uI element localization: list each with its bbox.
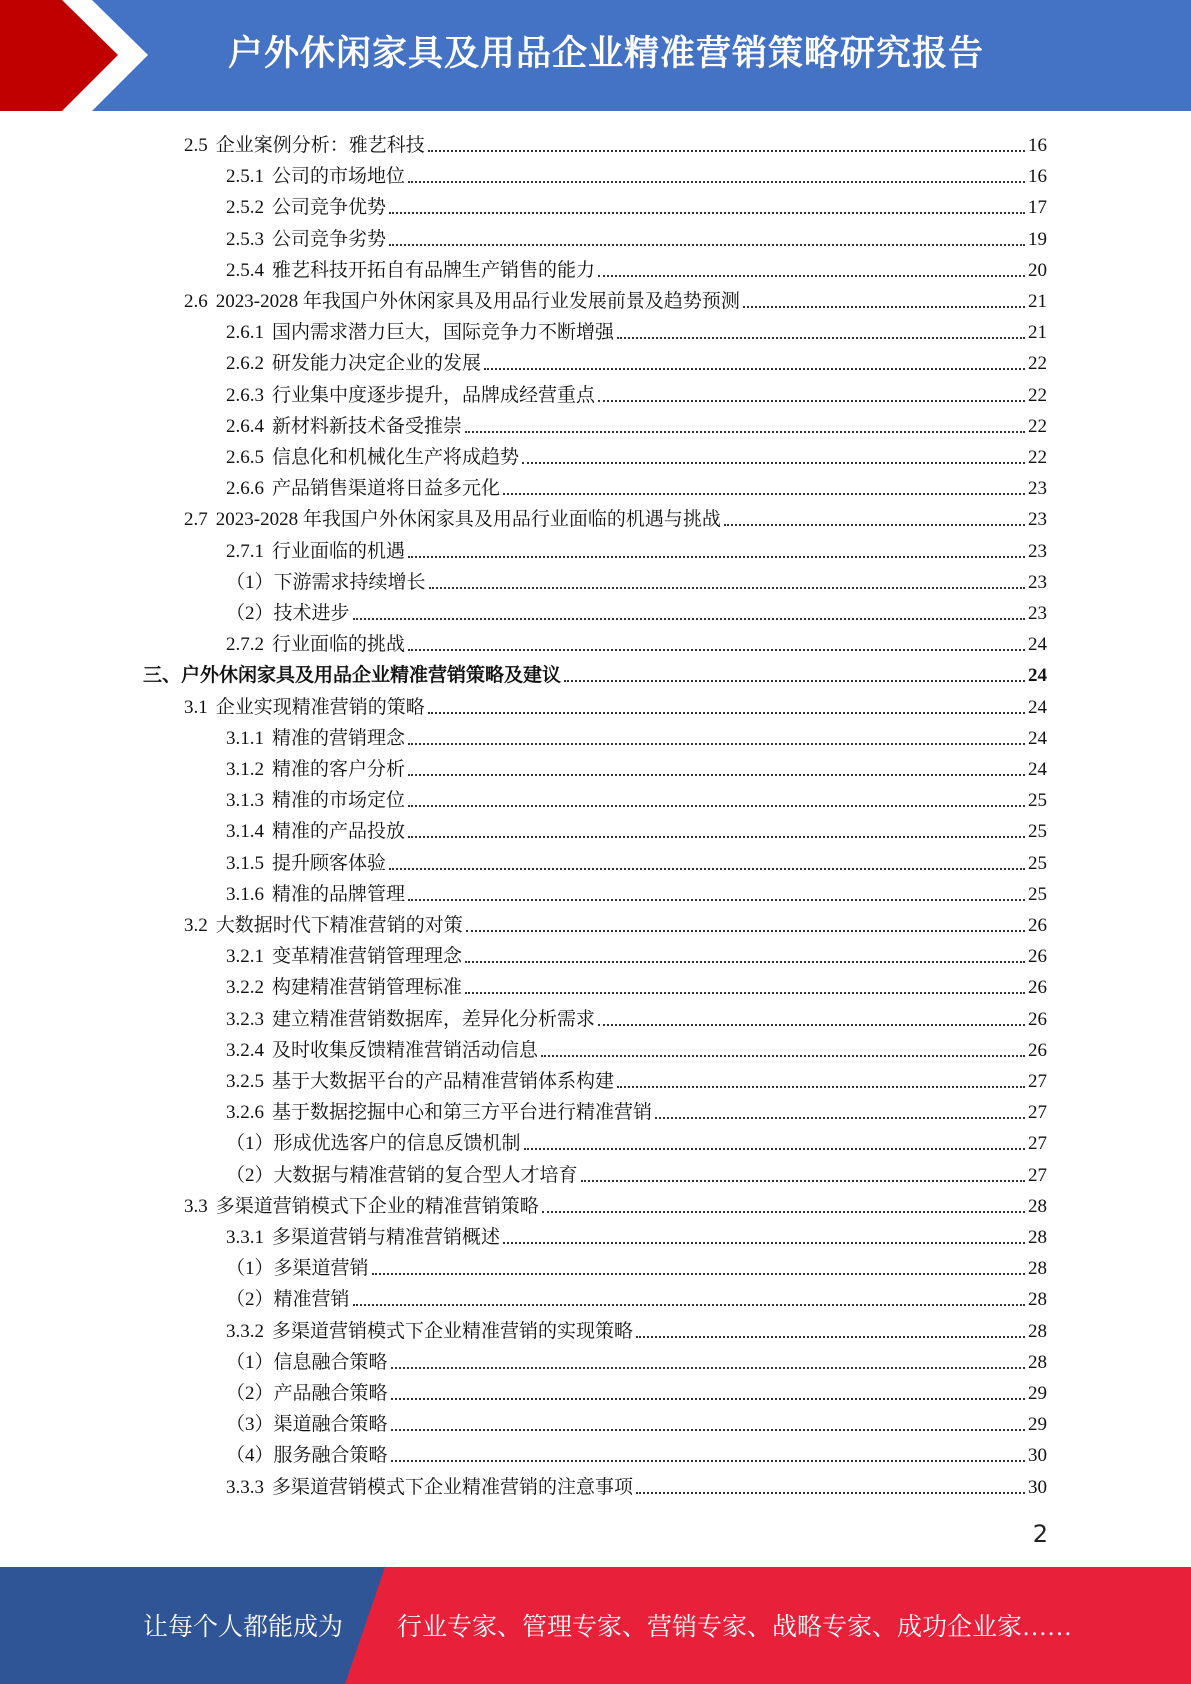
toc-entry-page: 23: [1028, 478, 1047, 499]
toc-entry-number: 2.5.4: [226, 260, 264, 281]
toc-leader-dots: [636, 1336, 1025, 1338]
toc-entry[interactable]: [226, 1469, 1047, 1500]
toc-entry-title: 公司竞争劣势: [272, 229, 387, 250]
toc-entry[interactable]: [184, 907, 1047, 938]
toc-leader-dots: [617, 337, 1025, 339]
toc-leader-dots: [389, 212, 1025, 214]
toc-entry-number: 3.2: [184, 915, 208, 936]
toc-entry-page: 26: [1028, 946, 1047, 967]
toc-entry-page: 30: [1028, 1477, 1047, 1498]
toc-entry-number: 3.1.3: [226, 790, 264, 811]
page-header: [0, 0, 1191, 111]
toc-leader-dots: [372, 1273, 1025, 1275]
toc-entry[interactable]: [226, 720, 1047, 751]
toc-entry-title: （2）大数据与精准营销的复合型人才培育: [226, 1165, 578, 1186]
toc-entry[interactable]: [184, 501, 1047, 532]
toc-entry[interactable]: [184, 1188, 1047, 1219]
toc-entry[interactable]: [226, 1250, 1047, 1281]
toc-entry-title: 变革精准营销管理理念: [272, 946, 463, 967]
toc-entry-title: 企业实现精准营销的策略: [215, 697, 425, 718]
toc-entry-title: 精准的营销理念: [272, 728, 406, 749]
toc-leader-dots: [391, 1429, 1025, 1431]
toc-entry[interactable]: [226, 938, 1047, 969]
toc-leader-dots: [581, 1180, 1025, 1182]
toc-entry-number: 3.3.3: [226, 1477, 264, 1498]
toc-leader-dots: [408, 556, 1025, 558]
toc-entry-page: 25: [1028, 884, 1047, 905]
toc-entry[interactable]: [226, 314, 1047, 345]
toc-entry-page: 25: [1028, 853, 1047, 874]
page-number: 2: [1032, 1520, 1048, 1548]
toc-entry-page: 23: [1028, 541, 1047, 562]
toc-entry-title: 行业集中度逐步提升，品牌成经营重点: [272, 385, 596, 406]
toc-entry-title: 构建精准营销管理标准: [272, 977, 463, 998]
toc-entry-title: 精准的市场定位: [272, 790, 406, 811]
footer-slogan-right: 行业专家、管理专家、营销专家、战略专家、成功企业家……: [397, 1614, 1073, 1641]
toc-entry-number: 3.1: [184, 697, 208, 718]
toc-leader-dots: [564, 680, 1025, 682]
toc-entry-page: 21: [1028, 291, 1047, 312]
toc-entry-page: 23: [1028, 603, 1047, 624]
toc-leader-dots: [598, 275, 1025, 277]
toc-entry-number: 2.6.1: [226, 322, 264, 343]
toc-entry-number: 2.7: [184, 509, 208, 530]
toc-entry[interactable]: [226, 626, 1047, 657]
toc-leader-dots: [524, 1148, 1025, 1150]
toc-entry[interactable]: [226, 1001, 1047, 1032]
toc-entry-page: 24: [1028, 634, 1047, 655]
toc-entry-number: 3.1.4: [226, 821, 264, 842]
toc-entry-page: 26: [1028, 1040, 1047, 1061]
toc-entry-page: 25: [1028, 821, 1047, 842]
toc-entry-page: 27: [1028, 1165, 1047, 1186]
toc-entry[interactable]: [184, 127, 1047, 158]
toc-entry-number: 2.5.3: [226, 229, 264, 250]
toc-entry-number: 2.6: [184, 291, 208, 312]
toc-entry-page: 24: [1028, 728, 1047, 749]
toc-entry-page: 28: [1028, 1196, 1047, 1217]
toc-entry[interactable]: [226, 1375, 1047, 1406]
toc-entry-title: （1）形成优选客户的信息反馈机制: [226, 1133, 521, 1154]
toc-entry-page: 22: [1028, 353, 1047, 374]
toc-entry[interactable]: [226, 377, 1047, 408]
toc-entry-title: 行业面临的机遇: [272, 541, 406, 562]
toc-entry[interactable]: [226, 189, 1047, 220]
toc-entry-title: 多渠道营销与精准营销概述: [272, 1227, 501, 1248]
toc-entry-title: 新材料新技术备受推崇: [272, 416, 463, 437]
toc-entry-number: 3.2.5: [226, 1071, 264, 1092]
toc-entry-page: 24: [1028, 697, 1047, 718]
page-footer: [0, 1567, 1191, 1684]
toc-entry[interactable]: [226, 751, 1047, 782]
toc-entry-number: 3.1.6: [226, 884, 264, 905]
toc-entry[interactable]: [226, 1406, 1047, 1437]
toc-leader-dots: [598, 1024, 1025, 1026]
toc-entry[interactable]: [226, 845, 1047, 876]
toc-entry-page: 23: [1028, 572, 1047, 593]
toc-entry[interactable]: [143, 657, 1047, 688]
toc-entry-title: （2）产品融合策略: [226, 1383, 388, 1404]
toc-leader-dots: [408, 805, 1025, 807]
toc-leader-dots: [743, 306, 1025, 308]
toc-entry[interactable]: [226, 1032, 1047, 1063]
toc-entry-number: 3.2.2: [226, 977, 264, 998]
toc-leader-dots: [598, 400, 1025, 402]
toc-entry-title: 精准的品牌管理: [272, 884, 406, 905]
toc-entry[interactable]: [226, 876, 1047, 907]
toc-entry-title: （2）精准营销: [226, 1289, 350, 1310]
toc-leader-dots: [408, 181, 1025, 183]
toc-entry[interactable]: [226, 1219, 1047, 1250]
toc-entry[interactable]: [226, 345, 1047, 376]
toc-entry-number: 2.7.2: [226, 634, 264, 655]
toc-entry[interactable]: [226, 158, 1047, 189]
toc-entry[interactable]: [184, 283, 1047, 314]
toc-entry[interactable]: [226, 564, 1047, 595]
toc-entry-title: 多渠道营销模式下企业的精准营销策略: [215, 1196, 539, 1217]
toc-entry[interactable]: [226, 533, 1047, 564]
toc-entry-number: 3.1.1: [226, 728, 264, 749]
toc-entry-title: 基于大数据平台的产品精准营销体系构建: [272, 1071, 615, 1092]
toc-entry[interactable]: [226, 252, 1047, 283]
toc-leader-dots: [391, 1398, 1025, 1400]
toc-entry-title: 建立精准营销数据库，差异化分析需求: [272, 1009, 596, 1030]
toc-entry-number: 2.6.6: [226, 478, 264, 499]
toc-leader-dots: [541, 1055, 1025, 1057]
toc-entry-title: 企业案例分析：雅艺科技: [215, 135, 425, 156]
toc-entry-title: 国内需求潜力巨大，国际竞争力不断增强: [272, 322, 615, 343]
toc-entry[interactable]: [226, 1063, 1047, 1094]
toc-leader-dots: [428, 712, 1025, 714]
toc-entry-page: 22: [1028, 385, 1047, 406]
toc-entry-title: （4）服务融合策略: [226, 1445, 388, 1466]
toc-leader-dots: [484, 368, 1025, 370]
toc-leader-dots: [503, 1242, 1025, 1244]
toc-leader-dots: [617, 1086, 1025, 1088]
toc-leader-dots: [391, 1460, 1025, 1462]
toc-entry-number: 3.2.6: [226, 1102, 264, 1123]
toc-leader-dots: [429, 587, 1025, 589]
toc-entry-title: 及时收集反馈精准营销活动信息: [272, 1040, 539, 1061]
toc-leader-dots: [408, 649, 1025, 651]
toc-entry-number: 3.2.3: [226, 1009, 264, 1030]
toc-leader-dots: [408, 774, 1025, 776]
toc-entry-number: 3.3: [184, 1196, 208, 1217]
toc-entry-title: 信息化和机械化生产将成趋势: [272, 447, 520, 468]
toc-entry-title: （1）信息融合策略: [226, 1352, 388, 1373]
toc-leader-dots: [389, 244, 1025, 246]
toc-entry-number: 2.5.2: [226, 197, 264, 218]
toc-entry-number: 3.3.2: [226, 1321, 264, 1342]
toc-entry-number: 2.6.2: [226, 353, 264, 374]
toc-entry[interactable]: [226, 439, 1047, 470]
toc-entry-page: 26: [1028, 977, 1047, 998]
toc-entry[interactable]: [226, 1344, 1047, 1375]
toc-entry-number: 3.2.1: [226, 946, 264, 967]
toc-entry-page: 21: [1028, 322, 1047, 343]
toc-leader-dots: [522, 462, 1025, 464]
toc-entry-number: 3.1.5: [226, 853, 264, 874]
toc-leader-dots: [636, 1492, 1025, 1494]
toc-entry[interactable]: [226, 1094, 1047, 1125]
toc-entry[interactable]: [226, 782, 1047, 813]
toc-entry[interactable]: [226, 595, 1047, 626]
toc-entry-title: 公司竞争优势: [272, 197, 387, 218]
toc-entry-page: 28: [1028, 1321, 1047, 1342]
toc-entry-page: 19: [1028, 229, 1047, 250]
toc-entry-number: 3.3.1: [226, 1227, 264, 1248]
toc-entry-page: 23: [1028, 509, 1047, 530]
page-title: 户外休闲家具及用品企业精准营销策略研究报告: [228, 34, 985, 74]
toc-entry-page: 16: [1028, 166, 1047, 187]
toc-entry-number: 2.6.3: [226, 385, 264, 406]
toc-leader-dots: [408, 899, 1025, 901]
toc-entry[interactable]: [226, 1157, 1047, 1188]
toc-entry-page: 27: [1028, 1071, 1047, 1092]
toc-entry-page: 25: [1028, 790, 1047, 811]
toc-leader-dots: [389, 868, 1025, 870]
toc-entry-title: 基于数据挖掘中心和第三方平台进行精准营销: [272, 1102, 653, 1123]
toc-entry[interactable]: [226, 1125, 1047, 1156]
toc-entry-title: 多渠道营销模式下企业精准营销的注意事项: [272, 1477, 634, 1498]
toc-entry-page: 29: [1028, 1383, 1047, 1404]
toc-entry-title: 提升顾客体验: [272, 853, 387, 874]
toc-entry-title: （3）渠道融合策略: [226, 1414, 388, 1435]
toc-entry-page: 22: [1028, 416, 1047, 437]
toc-entry-title: 公司的市场地位: [272, 166, 406, 187]
toc-entry-page: 27: [1028, 1102, 1047, 1123]
toc-entry[interactable]: [226, 813, 1047, 844]
toc-leader-dots: [391, 1367, 1025, 1369]
toc-entry-title: 行业面临的挑战: [272, 634, 406, 655]
toc-entry-number: 2.7.1: [226, 541, 264, 562]
toc-entry-title: 2023-2028 年我国户外休闲家具及用品行业面临的机遇与挑战: [215, 509, 721, 530]
toc-leader-dots: [408, 743, 1025, 745]
toc-entry-title: 雅艺科技开拓自有品牌生产销售的能力: [272, 260, 596, 281]
toc-entry-page: 29: [1028, 1414, 1047, 1435]
toc-entry-title: 三、户外休闲家具及用品企业精准营销策略及建议: [143, 665, 562, 686]
toc-entry-number: 2.5.1: [226, 166, 264, 187]
toc-entry-title: 2023-2028 年我国户外休闲家具及用品行业发展前景及趋势预测: [215, 291, 740, 312]
toc-entry[interactable]: [226, 1437, 1047, 1468]
toc-entry-number: 3.2.4: [226, 1040, 264, 1061]
toc-entry-page: 28: [1028, 1258, 1047, 1279]
toc-entry-page: 26: [1028, 1009, 1047, 1030]
toc-entry[interactable]: [184, 689, 1047, 720]
toc-entry-page: 28: [1028, 1352, 1047, 1373]
toc-entry-title: 研发能力决定企业的发展: [272, 353, 482, 374]
toc-entry-page: 17: [1028, 197, 1047, 218]
toc-entry-title: 精准的产品投放: [272, 821, 406, 842]
toc-entry-title: 产品销售渠道将日益多元化: [272, 478, 501, 499]
toc-leader-dots: [465, 961, 1025, 963]
toc-leader-dots: [724, 524, 1025, 526]
toc-entry-number: 3.1.2: [226, 759, 264, 780]
toc-entry-title: （1）多渠道营销: [226, 1258, 369, 1279]
toc-entry-title: （2）技术进步: [226, 603, 350, 624]
toc-entry-page: 20: [1028, 260, 1047, 281]
toc-leader-dots: [503, 493, 1025, 495]
toc-entry-page: 16: [1028, 135, 1047, 156]
toc-entry-number: 2.6.4: [226, 416, 264, 437]
toc-entry-page: 30: [1028, 1445, 1047, 1466]
footer-slogan-left: 让每个人都能成为: [143, 1614, 344, 1641]
toc-leader-dots: [655, 1117, 1025, 1119]
toc-entry[interactable]: [226, 470, 1047, 501]
toc-entry-page: 24: [1028, 759, 1047, 780]
toc-entry-number: 2.5: [184, 135, 208, 156]
toc-entry[interactable]: [226, 1313, 1047, 1344]
toc-leader-dots: [542, 1211, 1025, 1213]
toc-leader-dots: [353, 618, 1025, 620]
toc-entry[interactable]: [226, 1281, 1047, 1312]
toc-entry-page: 26: [1028, 915, 1047, 936]
toc-leader-dots: [353, 1304, 1025, 1306]
toc-leader-dots: [428, 150, 1025, 152]
toc-leader-dots: [466, 930, 1025, 932]
toc-entry-title: （1）下游需求持续增长: [226, 572, 426, 593]
toc-entry[interactable]: [226, 221, 1047, 252]
toc-entry[interactable]: [226, 408, 1047, 439]
toc-entry-page: 28: [1028, 1227, 1047, 1248]
toc-entry-title: 多渠道营销模式下企业精准营销的实现策略: [272, 1321, 634, 1342]
toc-entry-title: 大数据时代下精准营销的对策: [215, 915, 463, 936]
toc-leader-dots: [465, 992, 1025, 994]
toc-leader-dots: [465, 431, 1025, 433]
toc-entry-page: 28: [1028, 1289, 1047, 1310]
toc-entry-title: 精准的客户分析: [272, 759, 406, 780]
toc-entry[interactable]: [226, 969, 1047, 1000]
toc-entry-page: 22: [1028, 447, 1047, 468]
toc-leader-dots: [408, 836, 1025, 838]
toc-entry-number: 2.6.5: [226, 447, 264, 468]
toc-entry-page: 24: [1028, 665, 1047, 686]
toc-entry-page: 27: [1028, 1133, 1047, 1154]
